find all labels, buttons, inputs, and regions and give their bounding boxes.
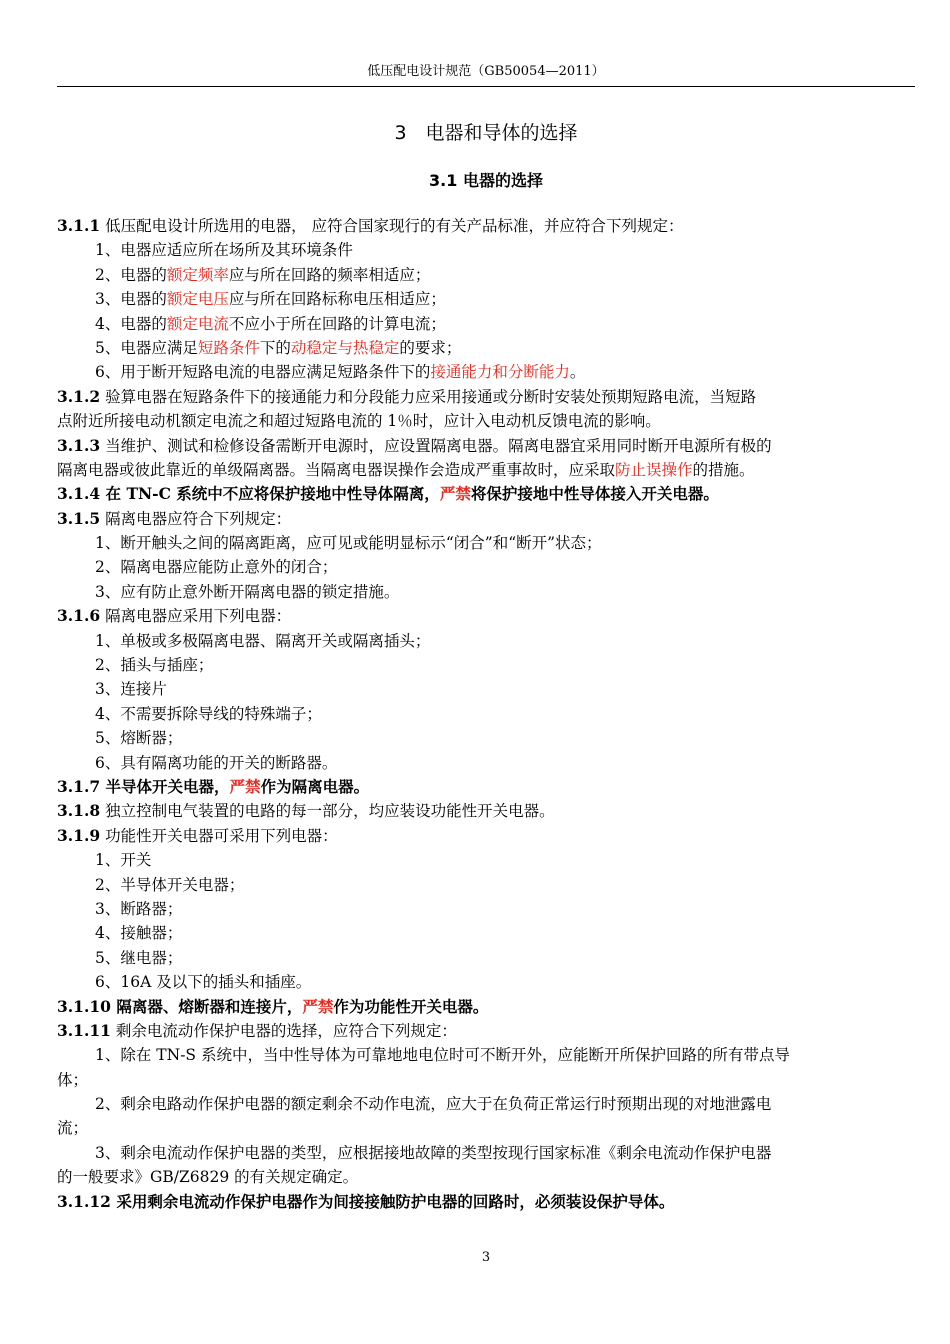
text-line [57,873,917,897]
highlighted-term: 额定电压 [166,290,229,309]
clause-number: 3.1.11 [57,1020,111,1040]
text-line [57,1116,917,1140]
page-number: 3 [481,1250,491,1265]
highlighted-term: 严禁 [302,996,334,1016]
text-line [57,214,917,238]
text-segment: 的一般要求》GB/Z6829 的有关规定确定。 [57,1168,359,1187]
document-body [57,214,917,1214]
text-line [57,848,917,872]
text-line [57,507,917,531]
text-segment: 3、剩余电流动作保护电器的类型，应根据接地故障的类型按现行国家标准《剩余电流动作保护电器 [95,1143,772,1162]
text-segment: 应与所在回路的频率相适应； [228,265,431,284]
highlighted-term: 额定频率 [166,265,229,284]
text-line [57,482,917,506]
text-segment: 作为功能性开关电器。 [333,996,489,1016]
text-line [57,555,917,579]
clause-number: 3.1.1 [57,216,101,235]
text-line [57,897,917,921]
text-line [57,799,917,823]
text-line [57,580,917,604]
clause-number: 3.1.2 [57,386,101,406]
text-line [57,385,917,409]
text-segment: 3、应有防止意外断开隔离电器的锁定措施。 [95,582,400,601]
text-segment: 当维护、测试和检修设备需断开电源时，应设置隔离电器。隔离电器宜采用同时断开电源所有极的 [100,436,772,455]
text-segment: 1、电器应适应所在场所及其环境条件 [95,241,353,260]
text-line [57,1165,917,1189]
text-line [57,458,917,482]
text-segment: 1、开关 [95,851,152,870]
text-segment: 3.1.7 半导体开关电器， [57,776,230,796]
text-segment: 1、断开触头之间的隔离距离，应可见或能明显标示“闭合”和“断开”状态； [95,534,602,553]
text-line [57,1092,917,1116]
text-segment: 5、熔断器； [95,729,183,748]
text-segment: 4、电器的 [95,314,167,333]
text-segment: 独立控制电气装置的电路的每一部分，均应装设功能性开关电器。 [100,802,555,821]
text-segment: 的措施。 [692,460,755,479]
text-line [57,775,917,799]
text-line [57,287,917,311]
text-segment: 剩余电流动作保护电器的选择，应符合下列规定： [110,1021,457,1040]
text-segment: 低压配电设计所选用的电器， 应符合国家现行的有关产品标准，并应符合下列规定： [100,217,684,235]
text-line [57,1043,917,1067]
text-segment: 的要求； [399,338,462,357]
text-segment: 验算电器在短路条件下的接通能力和分段能力应采用接通或分断时安装处预期短路电流，当短路 [100,387,757,406]
running-header: 低压配电设计规范（GB50054—2011） [57,62,915,87]
text-segment: 3.1.4 在 TN-C 系统中不应将保护接地中性导体隔离， [57,484,440,504]
text-line [57,312,917,336]
text-segment: 体； [57,1070,89,1089]
text-line [57,726,917,750]
text-line [57,238,917,262]
text-segment: 4、接触器； [95,924,183,943]
clause-number: 3.1.5 [57,508,101,528]
text-segment: 3、断路器； [95,899,183,918]
text-line [57,604,917,628]
text-segment: 不应小于所在回路的计算电流； [228,314,446,333]
text-line [57,360,917,384]
text-line [57,1068,917,1092]
text-segment: 2、电器的 [95,265,167,284]
text-segment: 隔离电器或彼此靠近的单级隔离器。当隔离电器误操作会造成严重事故时，应采取 [57,460,616,479]
text-segment: 1、单极或多极隔离电器、隔离开关或隔离插头； [95,631,431,650]
text-line [57,336,917,360]
section-title: 3.1 电器的选择 [429,171,543,190]
text-line [57,946,917,970]
text-segment: 将保护接地中性导体接入开关电器。 [470,484,719,504]
clause-number: 3.1.9 [57,825,101,845]
highlighted-term: 防止误操作 [615,460,693,479]
chapter-title: 3 电器和导体的选择 [394,122,578,144]
text-line [57,263,917,287]
text-line [57,921,917,945]
text-line [57,677,917,701]
text-segment: 下的 [259,338,291,357]
text-segment: 5、继电器； [95,948,183,967]
text-segment: 点附近所接电动机额定电流之和超过短路电流的 1％时，应计入电动机反馈电流的影响。 [57,412,661,431]
highlighted-term: 额定电流 [166,314,229,333]
text-line [57,970,917,994]
text-segment: 6、用于断开短路电流的电器应满足短路条件下的 [95,363,431,382]
text-segment: 2、剩余电路动作保护电器的额定剩余不动作电流，应大于在负荷正常运行时预期出现的对地泄露电 [95,1095,772,1114]
clause-number: 3.1.6 [57,606,101,626]
highlighted-term: 接通能力和分断能力 [430,363,570,382]
highlighted-term: 动稳定与热稳定 [290,338,400,357]
clause-number: 3.1.8 [57,801,101,821]
text-segment: 6、具有隔离功能的开关的断路器。 [95,753,338,772]
text-line [57,434,917,458]
highlighted-term: 严禁 [439,484,471,504]
text-segment: 流； [57,1119,89,1138]
text-segment: 3.1.10 隔离器、熔断器和连接片， [57,996,303,1016]
text-segment: 3.1.12 采用剩余电流动作保护电器作为间接接触防护电器的回路时，必须装设保护导体。 [57,1191,675,1211]
text-segment: 功能性开关电器可采用下列电器： [100,826,338,845]
text-segment: 1、除在 TN-S 系统中，当中性导体为可靠地地电位时可不断开外，应能断开所保护回路的所有带点导 [95,1046,790,1065]
text-line [57,531,917,555]
highlighted-term: 严禁 [229,776,261,796]
text-segment: 3、电器的 [95,290,167,309]
text-segment: 作为隔离电器。 [260,776,370,796]
text-segment: 4、不需要拆除导线的特殊端子； [95,704,322,723]
text-line [57,1019,917,1043]
text-line [57,702,917,726]
clause-number: 3.1.3 [57,435,101,455]
text-line [57,1141,917,1165]
text-segment: 隔离电器应采用下列电器： [100,607,292,626]
text-segment: 2、插头与插座； [95,656,214,675]
text-segment: 隔离电器应符合下列规定： [100,509,292,528]
text-segment: 应与所在回路标称电压相适应； [228,290,446,309]
text-line [57,409,917,433]
text-line [57,629,917,653]
text-segment: 2、隔离电器应能防止意外的闭合； [95,558,338,577]
text-line [57,995,917,1019]
text-segment: 3、连接片 [95,680,167,699]
text-segment: 2、半导体开关电器； [95,875,245,894]
text-line [57,824,917,848]
text-segment: 5、电器应满足 [95,338,198,357]
text-line [57,751,917,775]
text-line [57,1190,917,1214]
text-segment: 6、16A 及以下的插头和插座。 [95,973,312,992]
text-segment: 。 [569,363,586,382]
text-line [57,653,917,677]
highlighted-term: 短路条件 [197,338,260,357]
